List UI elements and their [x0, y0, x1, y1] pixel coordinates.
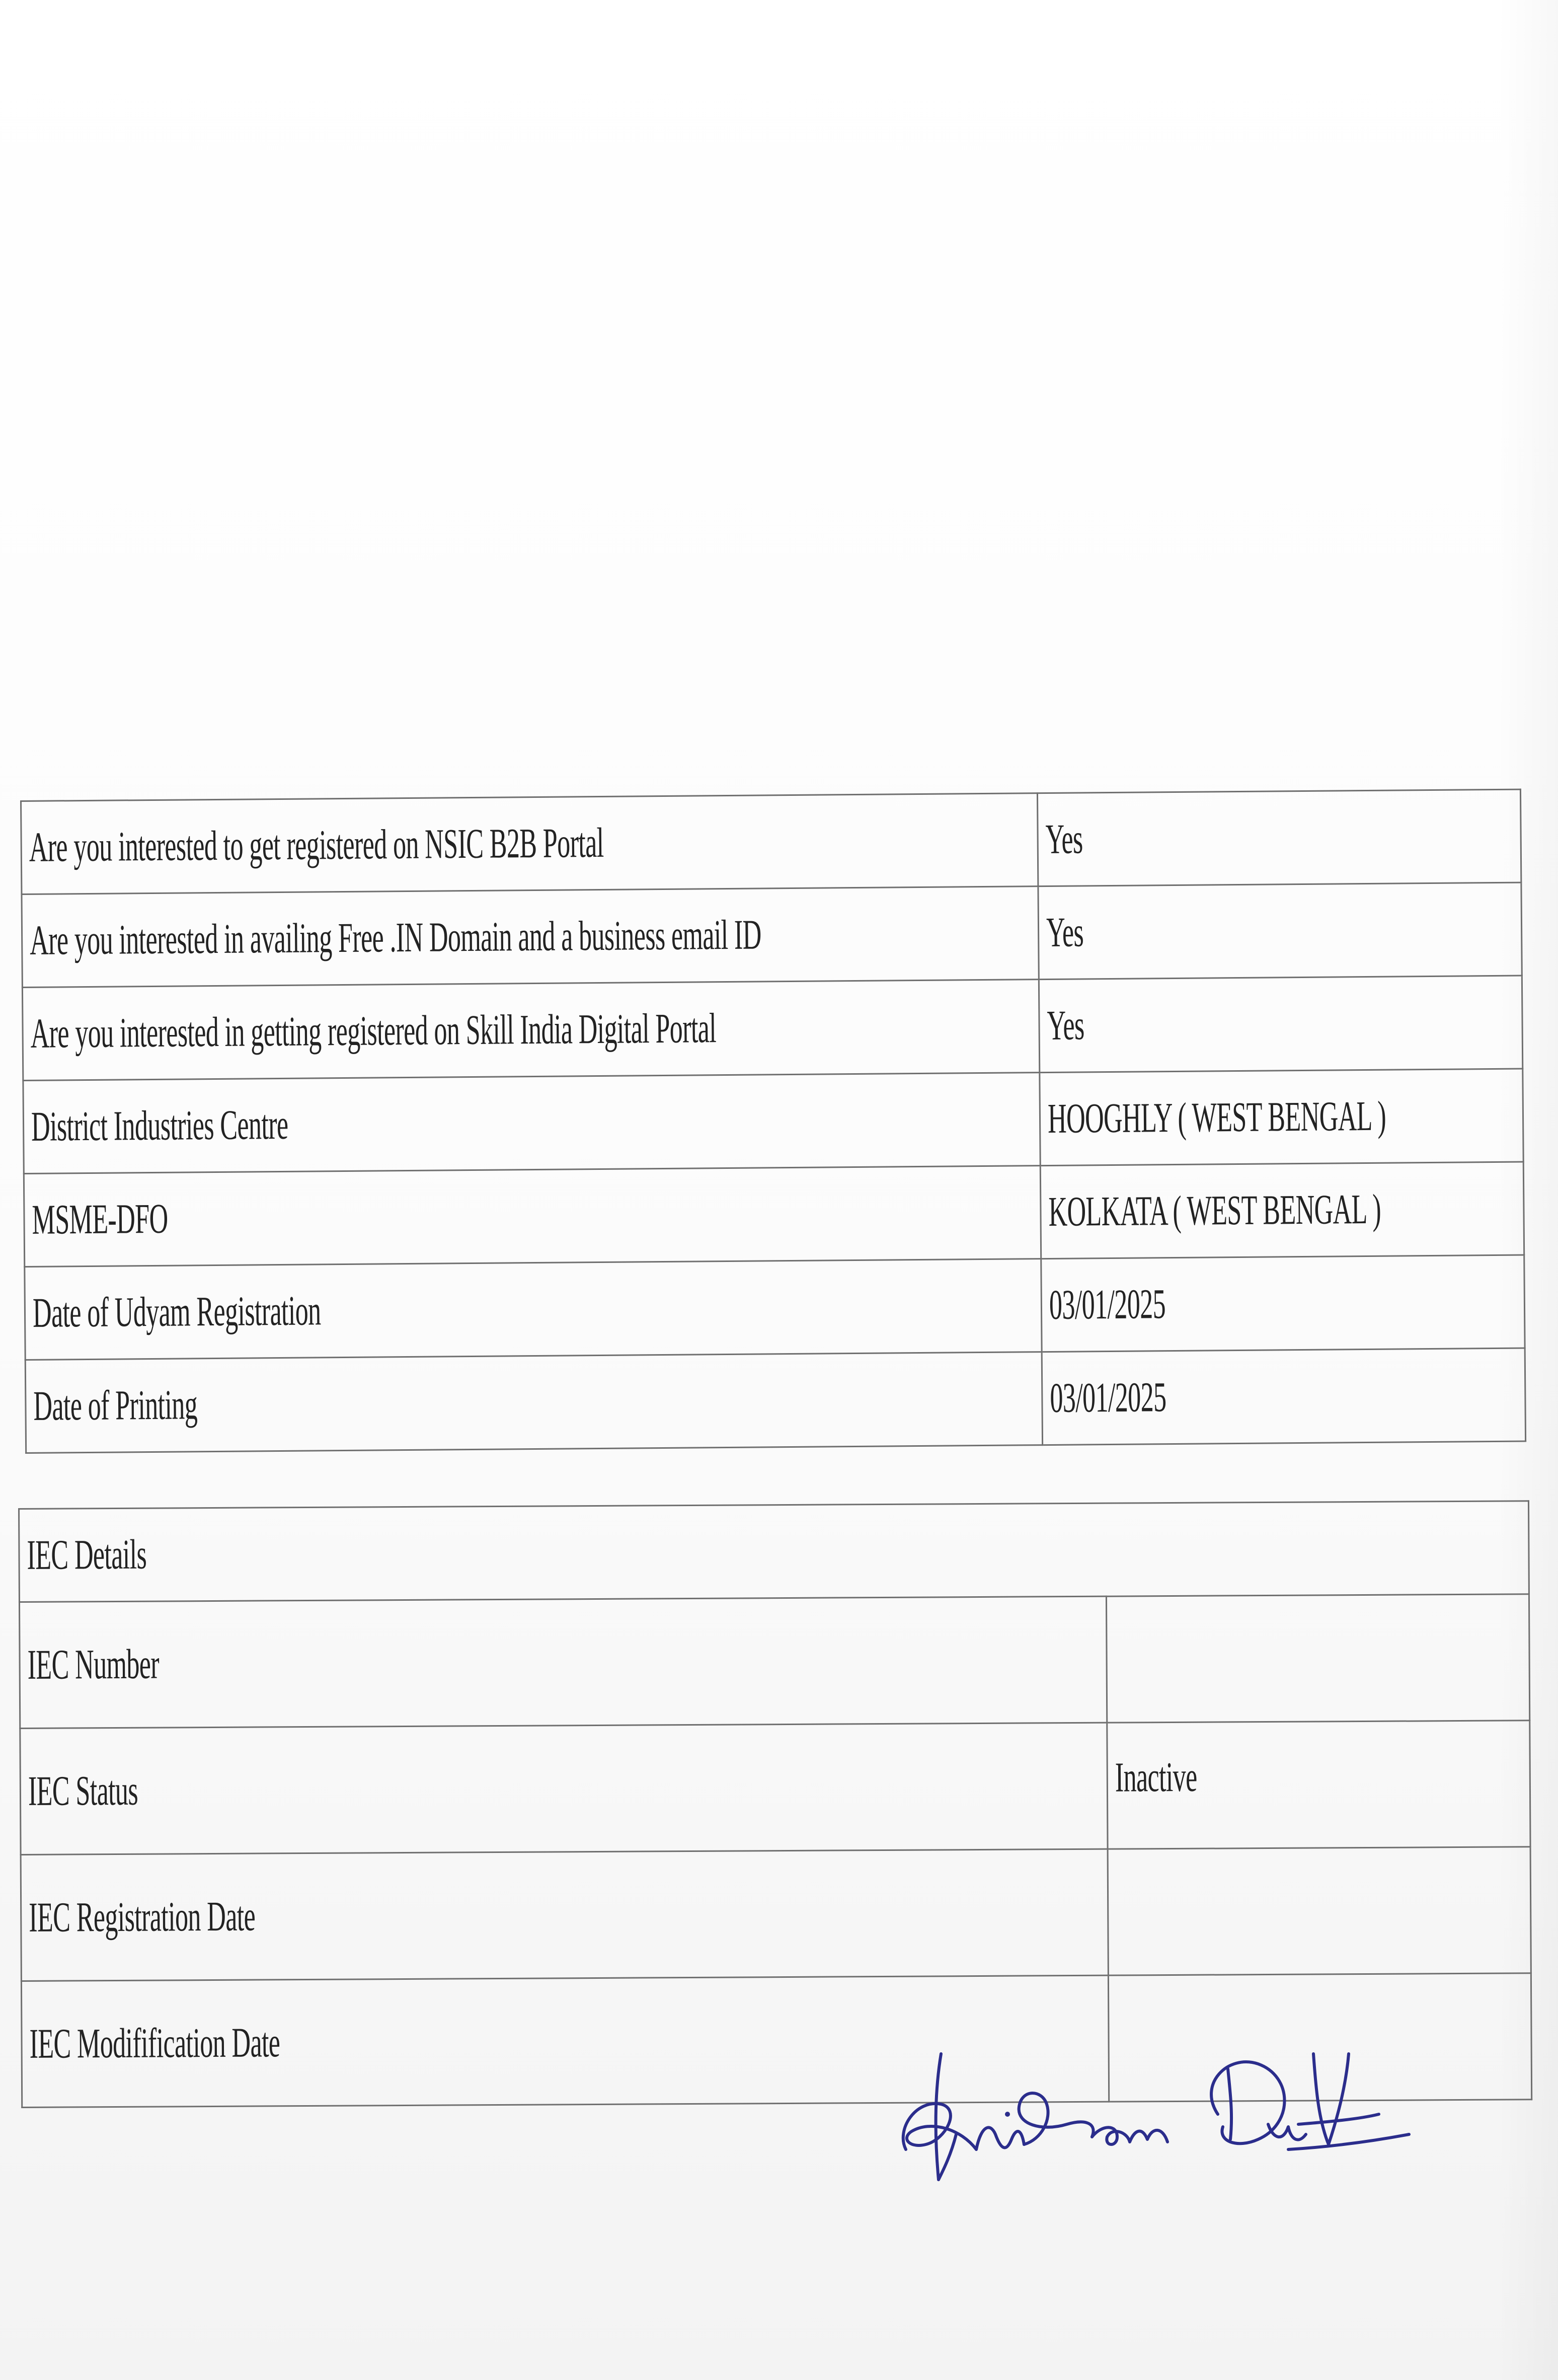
row-value-cell [1038, 882, 1522, 980]
iec-modification-date-label: IEC Modifification Date [29, 2019, 280, 2067]
udyam-registration-date-label: Date of Udyam Registration [32, 1287, 321, 1336]
table-row [22, 882, 1522, 987]
in-domain-label: Are you interested in availing Free .IN Domain and a business email ID [29, 911, 762, 964]
printing-date-label: Date of Printing [33, 1381, 198, 1430]
handwritten-signature [876, 2024, 1429, 2215]
row-value-cell [1108, 1847, 1531, 1975]
row-label-cell [24, 1166, 1041, 1267]
row-value-cell [1040, 1162, 1524, 1259]
msme-dfo-value: KOLKATA ( WEST BENGAL ) [1048, 1185, 1381, 1235]
row-value-cell [1039, 976, 1522, 1073]
msme-dfo-label: MSME-DFO [32, 1195, 168, 1243]
iec-number-label: IEC Number [27, 1641, 160, 1688]
row-label-cell [19, 1596, 1107, 1728]
in-domain-value: Yes [1046, 909, 1084, 956]
district-industries-centre-value: HOOGHLY ( WEST BENGAL ) [1047, 1092, 1386, 1142]
printing-date-value: 03/01/2025 [1050, 1374, 1166, 1422]
row-label-cell [22, 886, 1039, 988]
registration-details-table [20, 789, 1526, 1454]
iec-details-table [18, 1500, 1532, 2108]
table-row [25, 1255, 1525, 1360]
row-label-cell [21, 793, 1038, 895]
table-row [19, 1594, 1529, 1729]
row-value-cell [1037, 789, 1521, 886]
district-industries-centre-label: District Industries Centre [31, 1101, 288, 1150]
iec-status-value: Inactive [1115, 1753, 1197, 1801]
table-row [21, 789, 1521, 894]
row-label-cell [20, 1723, 1108, 1854]
table-row [20, 1721, 1530, 1855]
skill-india-label: Are you interested in getting registered on Skill India Digital Portal [30, 1005, 717, 1057]
row-label-cell [22, 980, 1039, 1081]
row-label-cell [25, 1259, 1042, 1360]
row-label-cell [23, 1073, 1040, 1174]
table-row [22, 976, 1522, 1080]
row-value-cell [1041, 1255, 1525, 1352]
nsic-b2b-value: Yes [1045, 815, 1083, 863]
table-row [25, 1348, 1525, 1453]
row-value-cell [1107, 1721, 1530, 1849]
table-header-row [19, 1501, 1529, 1602]
nsic-b2b-label: Are you interested to get registered on NSIC B2B Portal [29, 819, 604, 871]
skill-india-value: Yes [1047, 1002, 1084, 1049]
iec-registration-date-label: IEC Registration Date [29, 1893, 256, 1941]
iec-details-heading: IEC Details [27, 1531, 147, 1579]
iec-status-label: IEC Status [28, 1767, 138, 1815]
table-row [21, 1847, 1531, 1981]
row-label-cell [21, 1849, 1108, 1981]
row-label-cell [25, 1352, 1042, 1453]
udyam-registration-date-value: 03/01/2025 [1049, 1281, 1166, 1328]
table-row [24, 1162, 1524, 1267]
table-row [23, 1069, 1523, 1173]
row-value-cell [1042, 1348, 1525, 1445]
row-value-cell [1040, 1069, 1523, 1166]
iec-details-heading-cell [19, 1501, 1529, 1602]
row-value-cell [1106, 1594, 1529, 1723]
